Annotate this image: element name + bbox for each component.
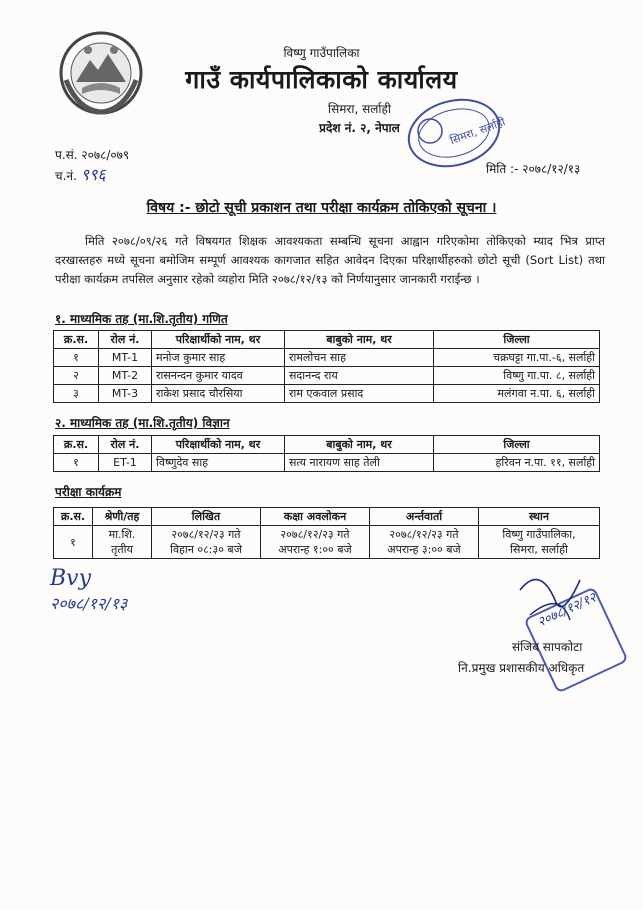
subject-line: विषय :- छोटो सूची प्रकाशन तथा परीक्षा कार्यक्रम तोकिएको सूचना । [146,200,497,216]
table-header-row [54,436,600,454]
col-roll: रोल नं. [99,436,152,454]
signatory-title: नि.प्रमुख प्रशासकीय अधिकृत [458,661,585,675]
table-header-row [54,331,600,349]
cell-district: चक्रघट्टा गा.पा.-६, सर्लाही [434,349,600,367]
cell-sn: २ [54,367,99,385]
cell-roll: MT-2 [99,367,152,385]
cell-father: रामलोचन साह [285,349,434,367]
col-interview: अर्न्तवार्ता [370,508,479,526]
venue-line-2: सिमरा, सर्लाही [510,543,568,556]
cell-interview [370,526,479,559]
handwritten-date-left: २०७८/१२/१३ [50,594,128,613]
col-district: जिल्ला [434,436,600,454]
province-line: प्रदेश नं. २, नेपाल [319,121,400,135]
handwritten-date-right: २०७८/१२/१२ [535,590,599,631]
cell-candidate: विष्णुदेव साह [152,454,285,472]
class-time: अपरान्ह १:०० बजे [278,543,352,556]
level-line-1: मा.शि. [108,528,136,541]
cell-candidate: राकेश प्रसाद चौरसिया [152,385,285,403]
col-candidate-name: परिक्षार्थीको नाम, थर [152,436,285,454]
col-sn: क्र.स. [54,436,99,454]
col-father-name: बाबुको नाम, थर [285,331,434,349]
col-sn: क्र.स. [54,331,99,349]
table-header-row [54,508,600,526]
table-row [54,385,600,403]
signature-stamp [500,560,630,700]
cell-sn: ३ [54,385,99,403]
col-father-name: बाबुको नाम, थर [285,436,434,454]
cell-sn: १ [54,349,99,367]
cell-district: विष्णु गा.पा. ८, सर्लाही [434,367,600,385]
level-line-2: तृतीय [111,543,133,556]
cell-roll: MT-3 [99,385,152,403]
section2-title: २. माध्यमिक तह (मा.शि.तृतीय) विज्ञान [55,416,230,430]
venue-line-1: विष्णु गाउँपालिका, [502,528,576,541]
written-date: २०७८/१२/२३ गते [171,528,241,541]
col-sn: क्र.स. [54,508,93,526]
cell-class-observation [261,526,370,559]
section2-table [53,435,600,472]
cell-sn: १ [54,526,93,559]
cell-father: राम एकवाल प्रसाद [285,385,434,403]
table-row [54,454,600,472]
exam-schedule-title: परीक्षा कार्यक्रम [55,485,122,499]
cell-father: सत्य नारायण साह तेली [285,454,434,472]
chalani-number: ९९६ [80,165,106,184]
notice-date: मिति :- २०७८/१२/१३ [486,162,581,176]
cell-written [152,526,261,559]
col-candidate-name: परिक्षार्थीको नाम, थर [152,331,285,349]
office-title: गाउँ कार्यपालिकाको कार्यालय [185,65,458,94]
cell-father: सदानन्द राय [285,367,434,385]
chalani-label: च.नं. [55,169,77,183]
col-written: लिखित [152,508,261,526]
cell-district: मलंगवा न.पा. ६, सर्लाही [434,385,600,403]
signatory-name: संजिब सापकोटा [512,640,583,654]
col-level: श्रेणी/तह [93,508,152,526]
cell-venue [479,526,600,559]
cell-sn: १ [54,454,99,472]
cell-candidate: मनोज कुमार साह [152,349,285,367]
handwritten-initials: Bvy [50,566,92,591]
col-venue: स्थान [479,508,600,526]
exam-schedule-table [53,507,600,559]
class-date: २०७८/१२/२३ गते [280,528,350,541]
section1-title: १. माध्यमिक तह (मा.शि.तृतीय) गणित [55,312,228,326]
col-roll: रोल नं. [99,331,152,349]
interview-date: २०७८/१२/२३ गते [389,528,459,541]
col-class-observation: कक्षा अवलोकन [261,508,370,526]
interview-time: अपरान्ह ३:०० बजे [387,543,461,556]
written-time: विहान ०८:३० बजे [170,543,242,556]
cell-roll: MT-1 [99,349,152,367]
table-row [54,349,600,367]
table-row [54,367,600,385]
municipality-name: विष्णु गाउँपालिका [283,46,360,60]
cell-district: हरिवन न.पा. ११, सर्लाही [434,454,600,472]
patra-sankhya: प.सं. २०७८/०७९ [55,148,130,162]
cell-candidate: रासनन्दन कुमार यादव [152,367,285,385]
cell-level [93,526,152,559]
col-district: जिल्ला [434,331,600,349]
table-row [54,526,600,559]
notice-body: मिति २०७८/०९/२६ गते विषयगत शिक्षक आवश्यकता सम्बन्धि सूचना आह्वान गरिएकोमा तोकिएको म्याद भित्र प्राप्त दरखास्तहरु मध्ये सूचना बमोजिम सम्पूर्ण आवश्यक कागजात सहित आवेदन दिएका परिक्षार्थीहरुको छोटो सूची (Sort List) तथा परीक्षा कार्यक्रम तपसिल अनुसार रहेको व्यहोरा मिति २०७८/१२/१३ को निर्णयानुसार जानकारी गराईन्छ । [55,234,605,286]
stamp-text: सिमरा, सर्लाही [448,115,507,148]
office-location: सिमरा, सर्लाही [328,102,391,116]
section1-table [53,330,600,403]
cell-roll: ET-1 [99,454,152,472]
